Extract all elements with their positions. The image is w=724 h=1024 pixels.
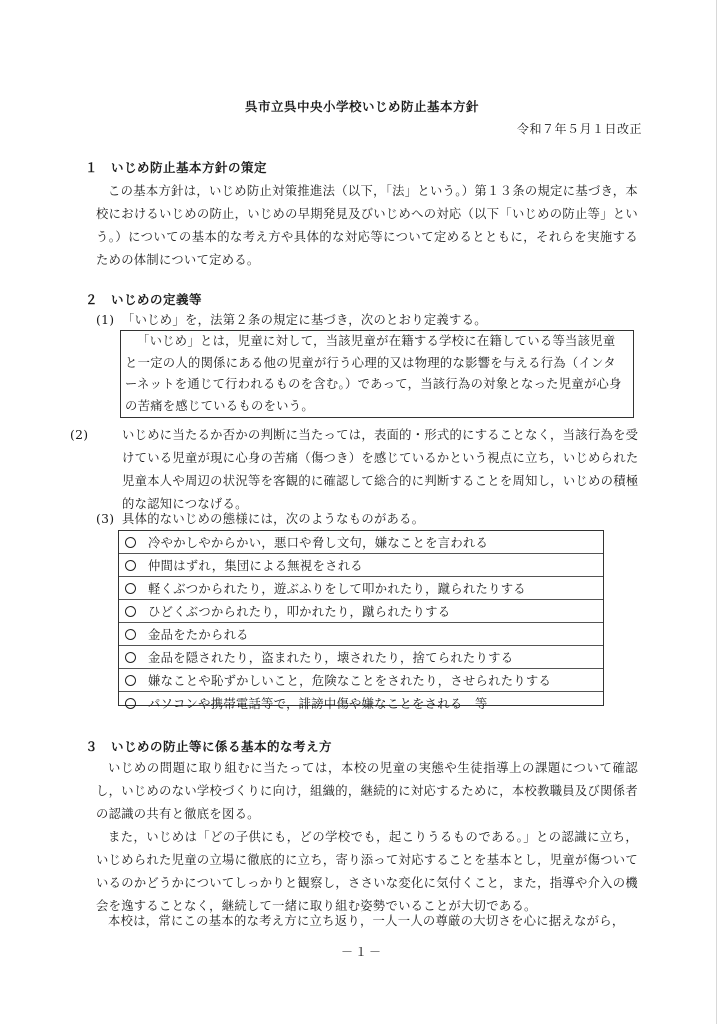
item-1-number: (1) xyxy=(96,313,115,327)
examples-box xyxy=(118,530,604,711)
example-row xyxy=(119,646,603,669)
item-1-text: 「いじめ」を，法第２条の規定に基づき，次のとおり定義する。 xyxy=(122,313,487,327)
circle-icon xyxy=(125,629,136,640)
circle-icon xyxy=(125,560,136,571)
example-row xyxy=(119,669,603,692)
definition-text: 「いじめ」とは，児童に対して，当該児童が在籍する学校に在籍している等当該児童と一定の人的関係にある他の児童が行う心理的又は物理的な影響を与える行為（インターネットを通じて行われるものを含む。）であって，当該行為の対象となった児童が心身の苦痛を感じているものをいう。 xyxy=(125,334,622,413)
example-row xyxy=(119,531,603,554)
section-2-item-2 xyxy=(70,424,640,516)
example-text: 冷やかしやからかい，悪口や脅し文句，嫌なことを言われる xyxy=(148,536,489,550)
definition-box xyxy=(120,330,634,418)
circle-icon xyxy=(125,606,136,617)
example-text: 金品を隠されたり，盗まれたり，壊されたり，捨てられたりする xyxy=(148,651,514,665)
item-2-number: (2) xyxy=(70,428,89,442)
example-text: 仲間はずれ，集団による無視をされる xyxy=(148,559,363,573)
example-text: 嫌なことや恥ずかしいこと，危険なことをされたり，させられたりする xyxy=(148,674,552,688)
scan-edge-line xyxy=(716,0,717,1024)
item-2-text: いじめに当たるか否かの判断に当たっては，表面的・形式的にすることなく，当該行為を受けている児童が現に心身の苦痛（傷つき）を感じているかという視点に立ち，いじめられた児童本人や周辺の状況等を客観的に確認して総合的に判断することを周知し，いじめの積極的な認知につなげる。 xyxy=(122,428,639,511)
circle-icon xyxy=(125,675,136,686)
example-row xyxy=(119,577,603,600)
revision-date: 令和７年５月１日改正 xyxy=(516,122,642,136)
example-text: 金品をたかられる xyxy=(148,628,249,642)
circle-icon xyxy=(125,698,136,709)
circle-icon xyxy=(125,583,136,594)
circle-icon xyxy=(125,537,136,548)
section-1-heading: １ いじめ防止基本方針の策定 xyxy=(85,160,268,175)
example-row xyxy=(119,692,603,714)
example-text: ひどくぶつかられたり，叩かれたり，蹴られたりする xyxy=(148,605,451,619)
section-3-paragraph-1: いじめの問題に取り組むに当たっては，本校の児童の実態や生徒指導上の課題について確認し，いじめのない学校づくりに向け，組織的，継続的に対応するために，本校教職員及び関係者の認識の共有と徹底を図る。 xyxy=(96,761,638,821)
example-text: パソコンや携帯電話等で，誹謗中傷や嫌なことをされる 等 xyxy=(148,697,488,711)
section-2-heading: ２ いじめの定義等 xyxy=(85,292,203,307)
example-text: 軽くぶつかられたり，遊ぶふりをして叩かれたり，蹴られたりする xyxy=(148,582,526,596)
example-row xyxy=(119,554,603,577)
section-1-paragraph: この基本方針は，いじめ防止対策推進法（以下，「法」という。）第１３条の規定に基づき，本校におけるいじめの防止，いじめの早期発見及びいじめへの対応（以下「いじめの防止等」という。）についての基本的な考え方や具体的な対応等について定めるとともに，それらを実施するための体制について定める。 xyxy=(96,184,638,267)
page-number: －１－ xyxy=(340,945,383,959)
circle-icon xyxy=(125,652,136,663)
example-row xyxy=(119,600,603,623)
item-3-text: 具体的ないじめの態様には，次のようなものがある。 xyxy=(122,512,425,526)
section-3-paragraph-3: 本校は，常にこの基本的な考え方に立ち返り，一人一人の尊厳の大切さを心に据えながら， xyxy=(108,914,625,928)
section-2-item-3 xyxy=(96,508,640,531)
example-row xyxy=(119,623,603,646)
item-3-number: (3) xyxy=(96,512,115,526)
document-title: 呉市立呉中央小学校いじめ防止基本方針 xyxy=(244,99,479,114)
section-3-heading: ３ いじめの防止等に係る基本的な考え方 xyxy=(85,739,333,754)
section-2-item-1 xyxy=(96,309,640,332)
section-3-paragraph-2: また，いじめは「どの子供にも，どの学校でも，起こりうるものである。」との認識に立ち，いじめられた児童の立場に徹底的に立ち，寄り添って対応することを基本とし，児童が傷ついているのかどうかについてしっかりと観察し，ささいな変化に気付くこと，また，指導や介入の機会を逸することなく，継続して一緒に取り組む姿勢でいることが大切である。 xyxy=(96,830,638,913)
